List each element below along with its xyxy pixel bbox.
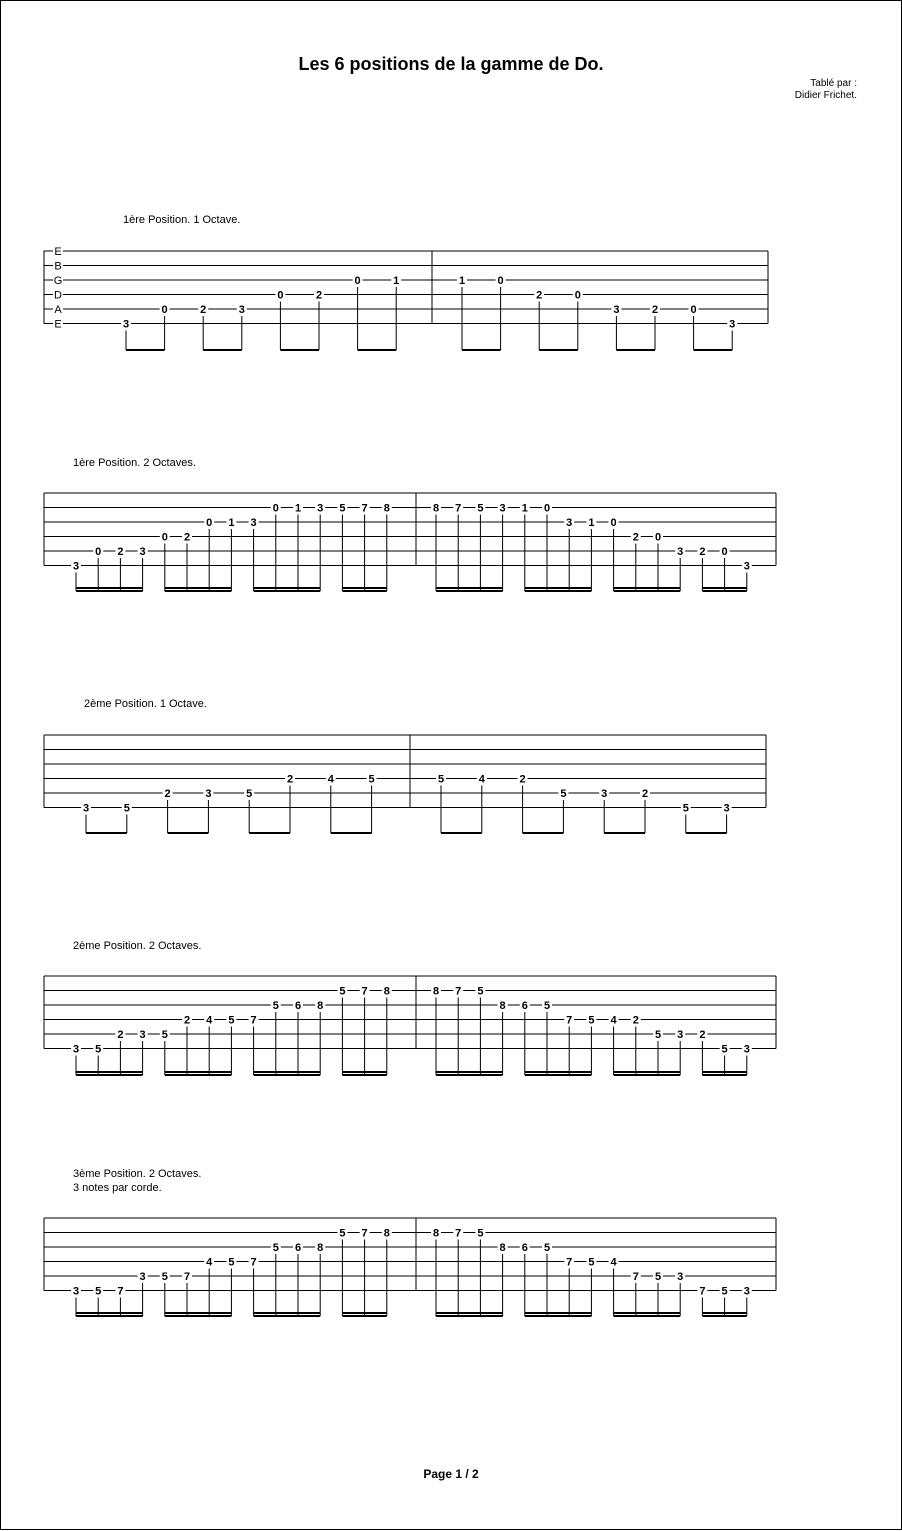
fret-number: 2: [117, 1029, 124, 1041]
fret-number: 0: [206, 517, 213, 529]
fret-number: 2: [315, 289, 323, 302]
fret-number: 8: [317, 1242, 324, 1254]
fret-number: 3: [122, 318, 130, 331]
caption-line: 2ème Position. 2 Octaves.: [73, 940, 202, 952]
fret-number: 3: [205, 788, 212, 800]
fret-number: 3: [723, 802, 730, 815]
fret-number: 1: [294, 502, 302, 515]
page-title: Les 6 positions de la gamme de Do.: [298, 54, 604, 74]
fret-number: 2: [200, 304, 207, 316]
fret-number: 5: [161, 1029, 168, 1041]
fret-number: 0: [497, 275, 504, 287]
fret-number: 8: [432, 502, 440, 515]
fret-number: 7: [361, 1227, 368, 1240]
fret-number: 5: [95, 1285, 102, 1298]
fret-number: 8: [432, 1227, 440, 1240]
tab-staff-5: [1, 1, 902, 1531]
fret-number: 4: [327, 773, 334, 786]
string-name-label: G: [53, 275, 63, 287]
fret-number: 5: [228, 1014, 235, 1027]
fret-number: 0: [272, 502, 279, 515]
fret-number: 5: [95, 1043, 102, 1056]
string-name-label: B: [54, 260, 62, 273]
fret-number: 8: [383, 1227, 390, 1240]
fret-number: 3: [139, 1029, 146, 1041]
fret-number: 5: [721, 1043, 728, 1056]
string-name-label: E: [54, 246, 62, 258]
fret-number: 2: [651, 304, 659, 316]
fret-number: 7: [455, 985, 462, 998]
fret-number: 2: [699, 546, 706, 558]
fret-number: 3: [72, 1285, 80, 1298]
caption-line: 3ème Position. 2 Octaves.: [73, 1168, 202, 1180]
fret-number: 3: [72, 1043, 80, 1056]
fret-number: 8: [383, 985, 390, 998]
fret-number: 3: [677, 1029, 684, 1041]
fret-number: 0: [161, 531, 168, 544]
caption-line: 1ère Position. 1 Octave.: [123, 214, 241, 226]
fret-number: 3: [139, 546, 146, 558]
fret-number: 2: [286, 773, 294, 786]
fret-number: 2: [536, 289, 543, 302]
fret-number: 0: [95, 546, 102, 558]
fret-number: 4: [206, 1256, 213, 1269]
fret-number: 4: [610, 1014, 617, 1027]
fret-number: 5: [272, 1242, 279, 1254]
fret-number: 5: [123, 802, 130, 815]
fret-number: 1: [588, 517, 595, 529]
fret-number: 7: [632, 1271, 639, 1283]
fret-number: 0: [654, 531, 662, 544]
author-name: Didier Frichet.: [794, 90, 857, 101]
fret-number: 5: [721, 1285, 728, 1298]
fret-number: 2: [699, 1029, 706, 1041]
fret-number: 0: [354, 275, 361, 287]
fret-number: 3: [72, 560, 80, 573]
fret-number: 7: [361, 502, 368, 515]
caption-line: 2ème Position. 1 Octave.: [84, 698, 207, 710]
fret-number: 0: [610, 517, 617, 529]
fret-number: 5: [477, 502, 484, 515]
fret-number: 0: [690, 304, 697, 316]
fret-number: 5: [272, 1000, 279, 1012]
fret-number: 7: [455, 502, 462, 515]
fret-number: 2: [632, 531, 639, 544]
fret-number: 2: [183, 531, 191, 544]
caption-line: 3 notes par corde.: [73, 1182, 162, 1194]
fret-number: 7: [183, 1271, 191, 1283]
fret-number: 8: [383, 502, 390, 515]
fret-number: 3: [499, 502, 506, 515]
fret-number: 5: [437, 773, 445, 786]
string-name-label: E: [54, 318, 62, 331]
fret-number: 3: [250, 517, 257, 529]
fret-number: 1: [228, 517, 235, 529]
fret-number: 3: [729, 318, 736, 331]
fret-number: 2: [183, 1014, 191, 1027]
fret-number: 3: [82, 802, 90, 815]
caption-line: 1ère Position. 2 Octaves.: [73, 457, 196, 469]
fret-number: 2: [117, 546, 124, 558]
fret-number: 5: [161, 1271, 168, 1283]
fret-number: 5: [368, 773, 375, 786]
fret-number: 5: [339, 985, 346, 998]
fret-number: 6: [294, 1000, 302, 1012]
fret-number: 0: [721, 546, 728, 558]
fret-number: 0: [543, 502, 551, 515]
fret-number: 4: [206, 1014, 213, 1027]
fret-number: 7: [250, 1014, 257, 1027]
fret-number: 2: [519, 773, 526, 786]
string-name-label: A: [54, 304, 62, 316]
fret-number: 4: [478, 773, 485, 786]
fret-number: 3: [566, 517, 573, 529]
fret-number: 6: [521, 1000, 528, 1012]
fret-number: 1: [521, 502, 528, 515]
fret-number: 5: [477, 985, 484, 998]
fret-number: 3: [743, 1043, 750, 1056]
fret-number: 2: [632, 1014, 639, 1027]
fret-number: 6: [294, 1242, 302, 1254]
fret-number: 2: [641, 788, 649, 800]
fret-number: 3: [601, 788, 608, 800]
fret-number: 3: [238, 304, 245, 316]
fret-number: 5: [543, 1000, 551, 1012]
fret-number: 3: [317, 502, 324, 515]
fret-number: 5: [588, 1256, 595, 1269]
fret-number: 5: [477, 1227, 484, 1240]
fret-number: 8: [432, 985, 440, 998]
fret-number: 3: [743, 1285, 750, 1298]
fret-number: 7: [361, 985, 368, 998]
fret-number: 7: [117, 1285, 124, 1298]
fret-number: 8: [499, 1242, 506, 1254]
fret-number: 5: [339, 1227, 346, 1240]
fret-number: 8: [317, 1000, 324, 1012]
fret-number: 6: [521, 1242, 528, 1254]
fret-number: 8: [499, 1000, 506, 1012]
fret-number: 5: [246, 788, 253, 800]
fret-number: 5: [654, 1029, 662, 1041]
page-number: Page 1 / 2: [423, 1467, 479, 1481]
string-name-label: D: [54, 289, 62, 302]
fret-number: 7: [250, 1256, 257, 1269]
fret-number: 0: [277, 289, 284, 302]
fret-number: 0: [161, 304, 168, 316]
fret-number: 0: [574, 289, 581, 302]
author-label: Tablé par :: [810, 78, 857, 89]
fret-number: 5: [543, 1242, 551, 1254]
fret-number: 5: [228, 1256, 235, 1269]
fret-number: 3: [743, 560, 750, 573]
fret-number: 7: [566, 1014, 573, 1027]
fret-number: 5: [560, 788, 567, 800]
fret-number: 3: [139, 1271, 146, 1283]
fret-number: 3: [613, 304, 620, 316]
fret-number: 5: [588, 1014, 595, 1027]
fret-number: 4: [610, 1256, 617, 1269]
fret-number: 1: [393, 275, 400, 287]
fret-number: 3: [677, 546, 684, 558]
fret-number: 7: [699, 1285, 706, 1298]
fret-number: 2: [164, 788, 171, 800]
fret-number: 5: [339, 502, 346, 515]
fret-number: 5: [654, 1271, 662, 1283]
fret-number: 1: [458, 275, 466, 287]
fret-number: 7: [455, 1227, 462, 1240]
fret-number: 3: [677, 1271, 684, 1283]
fret-number: 5: [682, 802, 689, 815]
fret-number: 7: [566, 1256, 573, 1269]
